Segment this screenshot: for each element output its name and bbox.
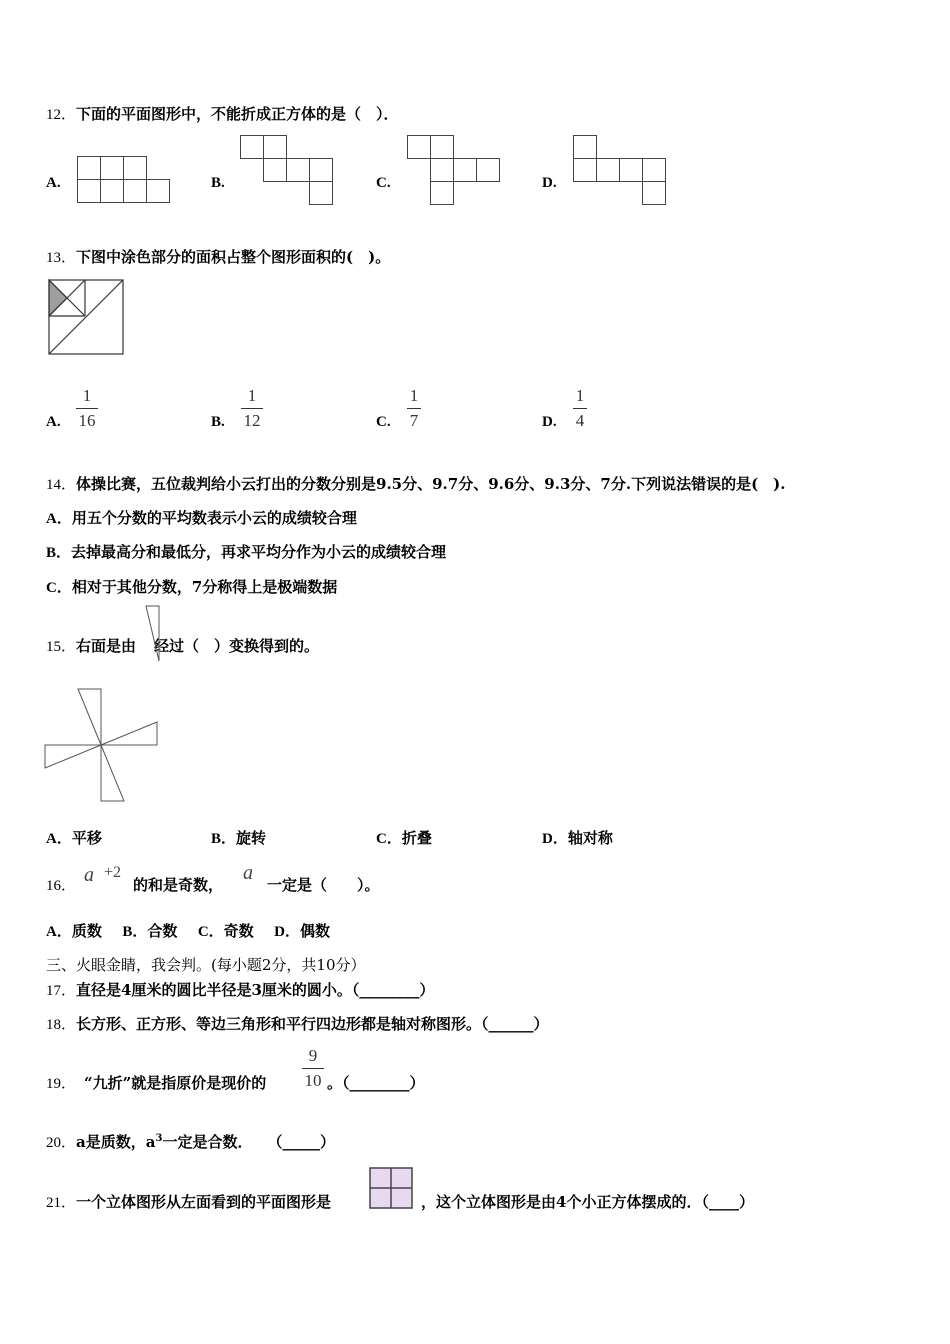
q19-fraction: [302, 1046, 324, 1091]
q15-option-d[interactable]: [542, 827, 613, 848]
q19-denominator: 10: [304, 1071, 322, 1090]
q16-c-letter: C．: [197, 924, 224, 940]
q17-number: 17．: [46, 983, 77, 999]
q14-b-text: 去掉最高分和最低分，再求平均分作为小云的成绩较合理: [71, 543, 447, 561]
q15-d-text: 轴对称: [567, 829, 613, 847]
q14-c-letter: C．: [46, 580, 72, 596]
q12-net-a: [77, 156, 172, 206]
q12-net-c: [407, 135, 502, 207]
q16-options: [46, 920, 330, 941]
q16-option-b[interactable]: [122, 922, 177, 940]
q12-net-d: [573, 135, 668, 207]
q16-plus-two: +2: [104, 864, 122, 881]
q20-text-after: 一定是合数． （_____）: [162, 1133, 335, 1151]
q13-a-denominator: 16: [78, 411, 96, 430]
q16-var-a-2: a: [243, 862, 253, 884]
q20-text-before: a是质数，a: [76, 1133, 156, 1151]
q14-c-text: 相对于其他分数，7分称得上是极端数据: [71, 578, 338, 596]
q14-text: 体操比赛，五位裁判给小云打出的分数分别是9.5分、9.7分、9.6分、9.3分、7分.下列说法错误的是( ).: [76, 475, 786, 493]
q13-option-d[interactable]: D.: [542, 414, 557, 430]
q16-option-c[interactable]: [198, 922, 254, 940]
q12-net-b: [240, 135, 335, 207]
q13-text: 下图中涂色部分的面积占整个图形面积的( )。: [76, 248, 391, 266]
q15-pinwheel-figure: [44, 688, 160, 804]
q15-b-text: 旋转: [236, 829, 267, 847]
q15-d-letter: D．: [542, 831, 568, 847]
q21-left-view-shape: [369, 1167, 415, 1211]
q13-b-denominator: 12: [243, 411, 261, 430]
q20-stem: [46, 1131, 335, 1152]
q15-c-text: 折叠: [401, 829, 432, 847]
q16-a-letter: A．: [46, 924, 72, 940]
q14-option-c[interactable]: [46, 576, 337, 597]
q21-text-after: ，这个立体图形是由4个小正方体摆成的．（____）: [421, 1193, 754, 1211]
q13-option-d-fraction: [573, 386, 587, 431]
q15-option-b[interactable]: [211, 827, 266, 848]
q15-number: 15．: [46, 639, 77, 655]
q12-text: 下面的平面图形中，不能折成正方体的是（ ）．: [76, 105, 399, 123]
section-3-title: 三、火眼金睛，我会判。(每小题2分，共10分）: [46, 956, 366, 974]
q13-b-numerator: 1: [247, 386, 257, 405]
q12-stem: [46, 103, 399, 124]
q20-superscript: 3: [155, 1133, 163, 1144]
q19-number: 19．: [46, 1076, 77, 1092]
q16-option-a[interactable]: [46, 922, 102, 940]
q13-d-denominator: 4: [575, 411, 585, 430]
q12-option-c[interactable]: C.: [376, 175, 391, 191]
q15-a-text: 平移: [71, 829, 102, 847]
q16-b-text: 合数: [147, 922, 178, 940]
q21-stem: [46, 1191, 331, 1212]
q15-option-c[interactable]: [376, 827, 432, 848]
q14-b-letter: B．: [46, 545, 72, 561]
q13-a-numerator: 1: [82, 386, 92, 405]
q13-stem: [46, 246, 390, 267]
q15-text-before: 右面是由: [76, 637, 137, 655]
q15-a-letter: A．: [46, 831, 72, 847]
q14-option-b[interactable]: [46, 541, 446, 562]
q16-option-d[interactable]: [274, 922, 330, 940]
q16-d-text: 偶数: [300, 922, 331, 940]
q15-c-letter: C．: [376, 831, 402, 847]
q19-stem: [46, 1072, 266, 1093]
q13-option-c[interactable]: C.: [376, 414, 391, 430]
q13-d-numerator: 1: [575, 386, 585, 405]
q12-option-d[interactable]: D.: [542, 175, 557, 191]
q21-text-before: 一个立体图形从左面看到的平面图形是: [76, 1193, 332, 1211]
q16-c-text: 奇数: [223, 922, 254, 940]
q17-stem: [46, 979, 434, 1000]
q13-option-b[interactable]: B.: [211, 414, 225, 430]
q14-stem: [46, 473, 785, 494]
q16-d-letter: D．: [274, 924, 300, 940]
q13-option-a[interactable]: A.: [46, 414, 61, 430]
q17-text: 直径是4厘米的圆比半径是3厘米的圆小。（________）: [76, 981, 435, 999]
q13-option-b-fraction: [241, 386, 263, 431]
q15-small-triangle: [145, 605, 165, 663]
q16-expression: [84, 862, 121, 887]
q12-number: 12．: [46, 107, 77, 123]
q13-c-denominator: 7: [409, 411, 419, 430]
q14-a-letter: A．: [46, 511, 72, 527]
q13-number: 13．: [46, 250, 77, 266]
q14-number: 14．: [46, 477, 77, 493]
q13-option-a-fraction: [76, 386, 98, 431]
q19-numerator: 9: [308, 1046, 318, 1065]
q15-text-after: 经过（ ）变换得到的。: [154, 637, 320, 655]
q19-text-after: 。（________）: [327, 1074, 425, 1092]
q16-text-end: 一定是（ ）。: [267, 876, 380, 894]
q12-option-b[interactable]: B.: [211, 175, 225, 191]
q14-option-a[interactable]: [46, 507, 357, 528]
q16-text-mid: 的和是奇数，: [133, 876, 224, 894]
q18-stem: [46, 1013, 549, 1034]
q18-number: 18．: [46, 1017, 77, 1033]
q19-text-before: “九折”就是指原价是现价的: [84, 1074, 267, 1092]
q13-c-numerator: 1: [409, 386, 419, 405]
q18-text: 长方形、正方形、等边三角形和平行四边形都是轴对称图形。（______）: [76, 1015, 549, 1033]
q16-stem-number: [46, 874, 76, 895]
q21-number: 21．: [46, 1195, 77, 1211]
q15-stem: [46, 635, 319, 656]
q16-var-a: a: [84, 864, 94, 886]
q13-option-c-fraction: [407, 386, 421, 431]
q14-a-text: 用五个分数的平均数表示小云的成绩较合理: [71, 509, 357, 527]
q15-option-a[interactable]: [46, 827, 102, 848]
q15-b-letter: B．: [211, 831, 237, 847]
q16-a-text: 质数: [71, 922, 102, 940]
q20-number: 20．: [46, 1135, 77, 1151]
q13-figure: [48, 279, 126, 357]
q16-b-letter: B．: [122, 924, 148, 940]
q12-option-a[interactable]: A.: [46, 175, 61, 191]
q16-number: 16．: [46, 878, 77, 894]
